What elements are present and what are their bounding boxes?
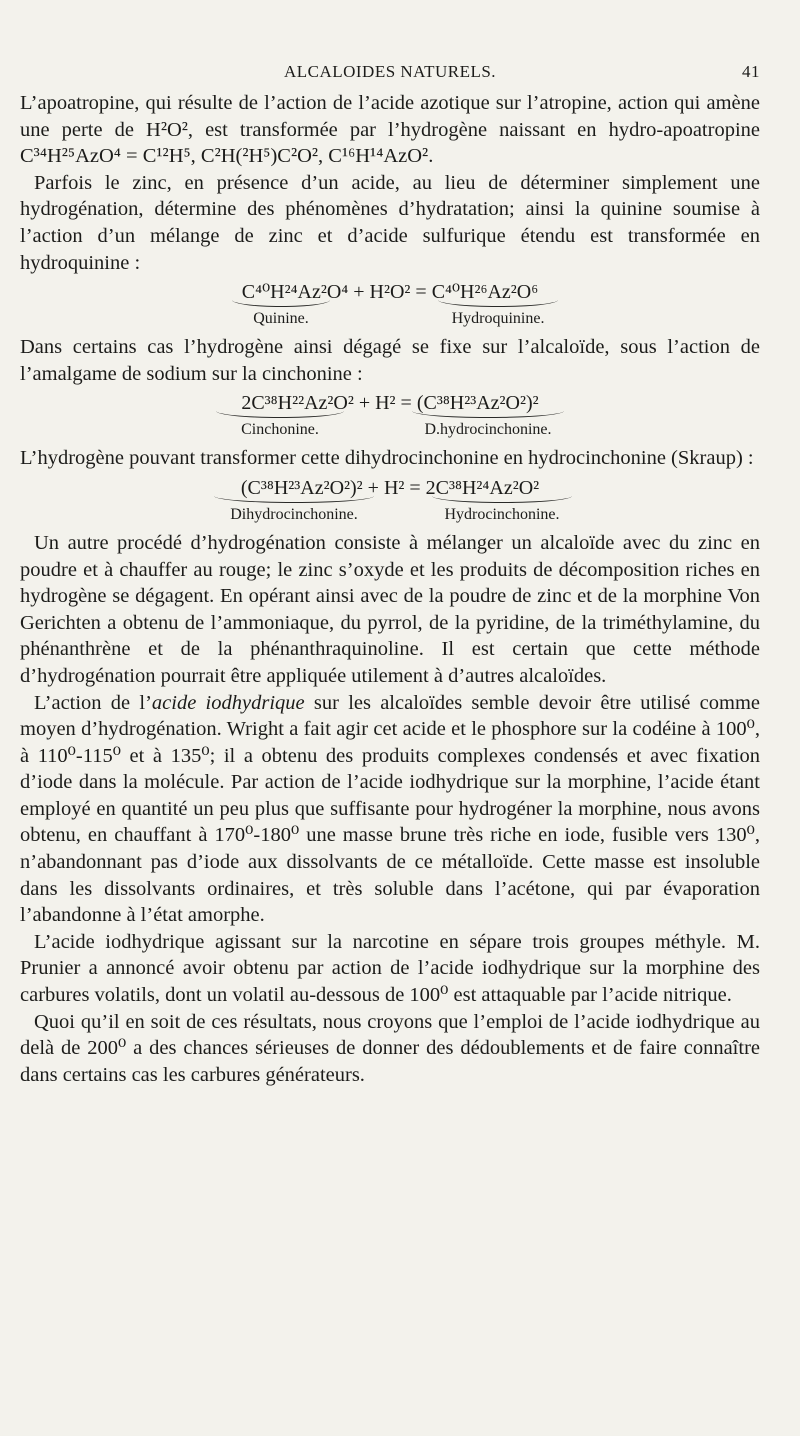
label-dihydrocinchonine: Dihydrocinchonine. — [230, 505, 358, 523]
label-quinine: Quinine. — [253, 310, 309, 328]
equation-labels — [20, 415, 760, 439]
paragraph-iodhydric-acid — [20, 690, 760, 929]
paragraph-zinc-hydration: Parfois le zinc, en présence d’un acide, au lieu de déterminer simplement une hydrogénation, détermine des phénomènes d’hydratation; ainsi la quinine soumise à l’action d’un mélange de zinc et d’acide sulfurique étendu est transformée en hydroquinine : — [20, 171, 760, 274]
equation-labels — [20, 304, 760, 328]
running-header — [20, 62, 760, 90]
body-text — [20, 90, 760, 1088]
running-title: ALCALOIDES NATURELS. — [283, 62, 497, 81]
paragraph-zinc-powder: Un autre procédé d’hydrogénation consiste à mélanger un alcaloïde avec du zinc en poudre et à chauffer au rouge; le zinc s’oxyde et les produits de décomposition riches en hydrogène se dégagent. En opérant ainsi avec de la poudre de zinc et de la morphine Von Gerichten a obtenu de l’ammoniaque, du pyrrol, de la pyridine, de la triméthylamine, du phénanthrène et de la phénanthraquinoline. Il est certain que cette méthode d’hydrogénation pourrait être appliquée utilement à d’autres alcaloïdes. — [20, 531, 760, 687]
page-number: 41 — [742, 62, 760, 81]
equation-formula: C⁴⁰H²⁴Az²O⁴ + H²O² = C⁴⁰H²⁶Az²O⁶ — [241, 281, 539, 304]
italic-term: acide iodhydrique — [151, 691, 305, 714]
label-dihydrocinchonine: D.hydrocinchonine. — [424, 421, 552, 439]
paragraph-sodium-amalgam: Dans certains cas l’hydrogène ainsi dégagé se fixe sur l’alcaloïde, sous l’action de l’amalgame de sodium sur la cinchonine : — [20, 336, 760, 385]
equation-dihydrocinchonine — [20, 391, 760, 439]
paragraph-prefix: L’action de l’ — [34, 691, 152, 714]
label-hydroquinine: Hydroquinine. — [451, 310, 545, 328]
equation-formula: (C³⁸H²³Az²O²)² + H² = 2C³⁸H²⁴Az²O² — [240, 476, 540, 499]
paragraph-conclusion: Quoi qu’il en soit de ces résultats, nous croyons que l’emploi de l’acide iodhydrique au delà de 200⁰ a des chances sérieuses de donner des dédoublements et de faire connaître dans certains cas les carbures générateurs. — [20, 1010, 760, 1086]
equation-hydrocinchonine — [20, 476, 760, 523]
label-hydrocinchonine: Hydrocinchonine. — [444, 505, 560, 523]
equation-labels — [20, 500, 760, 523]
paragraph-apoatropine: L’apoatropine, qui résulte de l’action de l’acide azotique sur l’atropine, action qui amène une perte de H²O², est transformée par l’hydrogène naissant en hydro-apoatropine C³⁴H²⁵AzO⁴ = C¹²H⁵, C²H(²H⁵)C²O², C¹⁶H¹⁴AzO². — [20, 92, 760, 168]
paragraph-narcotine: L’acide iodhydrique agissant sur la narcotine en sépare trois groupes méthyle. M. Prunier a annoncé avoir obtenu par action de l’acide iodhydrique sur la morphine des carbures volatils, dont un volatil au-dessous de 100⁰ est attaquable par l’acide nitrique. — [20, 930, 760, 1007]
paragraph-skraup: L’hydrogène pouvant transformer cette dihydrocinchonine en hydrocinchonine (Skraup) : — [20, 447, 754, 470]
label-cinchonine: Cinchonine. — [241, 421, 319, 439]
equation-hydroquinine — [20, 280, 760, 328]
paragraph-body: sur les alcaloïdes semble devoir être utilisé comme moyen d’hydrogénation. Wright a fait agir cet acide et le phosphore sur la codéine à 100⁰, à 110⁰-115⁰ et à 135⁰; il a obtenu des produits complexes condensés et avec fixation d’iode dans la molécule. Par action de l’acide iodhydrique sur la morphine, l’acide étant employé en quantité un peu plus que suffisante pour hydrogéner la morphine, nous avons obtenu, en chauffant à 170⁰-180⁰ une masse brune très riche en iode, fusible vers 130⁰, n’abandonnant pas d’iode aux dissolvants de ce métalloïde. Cette masse est insoluble dans les dissolvants ordinaires, et très soluble dans l’acétone, qui par évaporation l’abandonne à l’état amorphe. — [20, 691, 760, 927]
equation-formula: 2C³⁸H²²Az²O² + H² = (C³⁸H²³Az²O²)² — [241, 392, 539, 415]
